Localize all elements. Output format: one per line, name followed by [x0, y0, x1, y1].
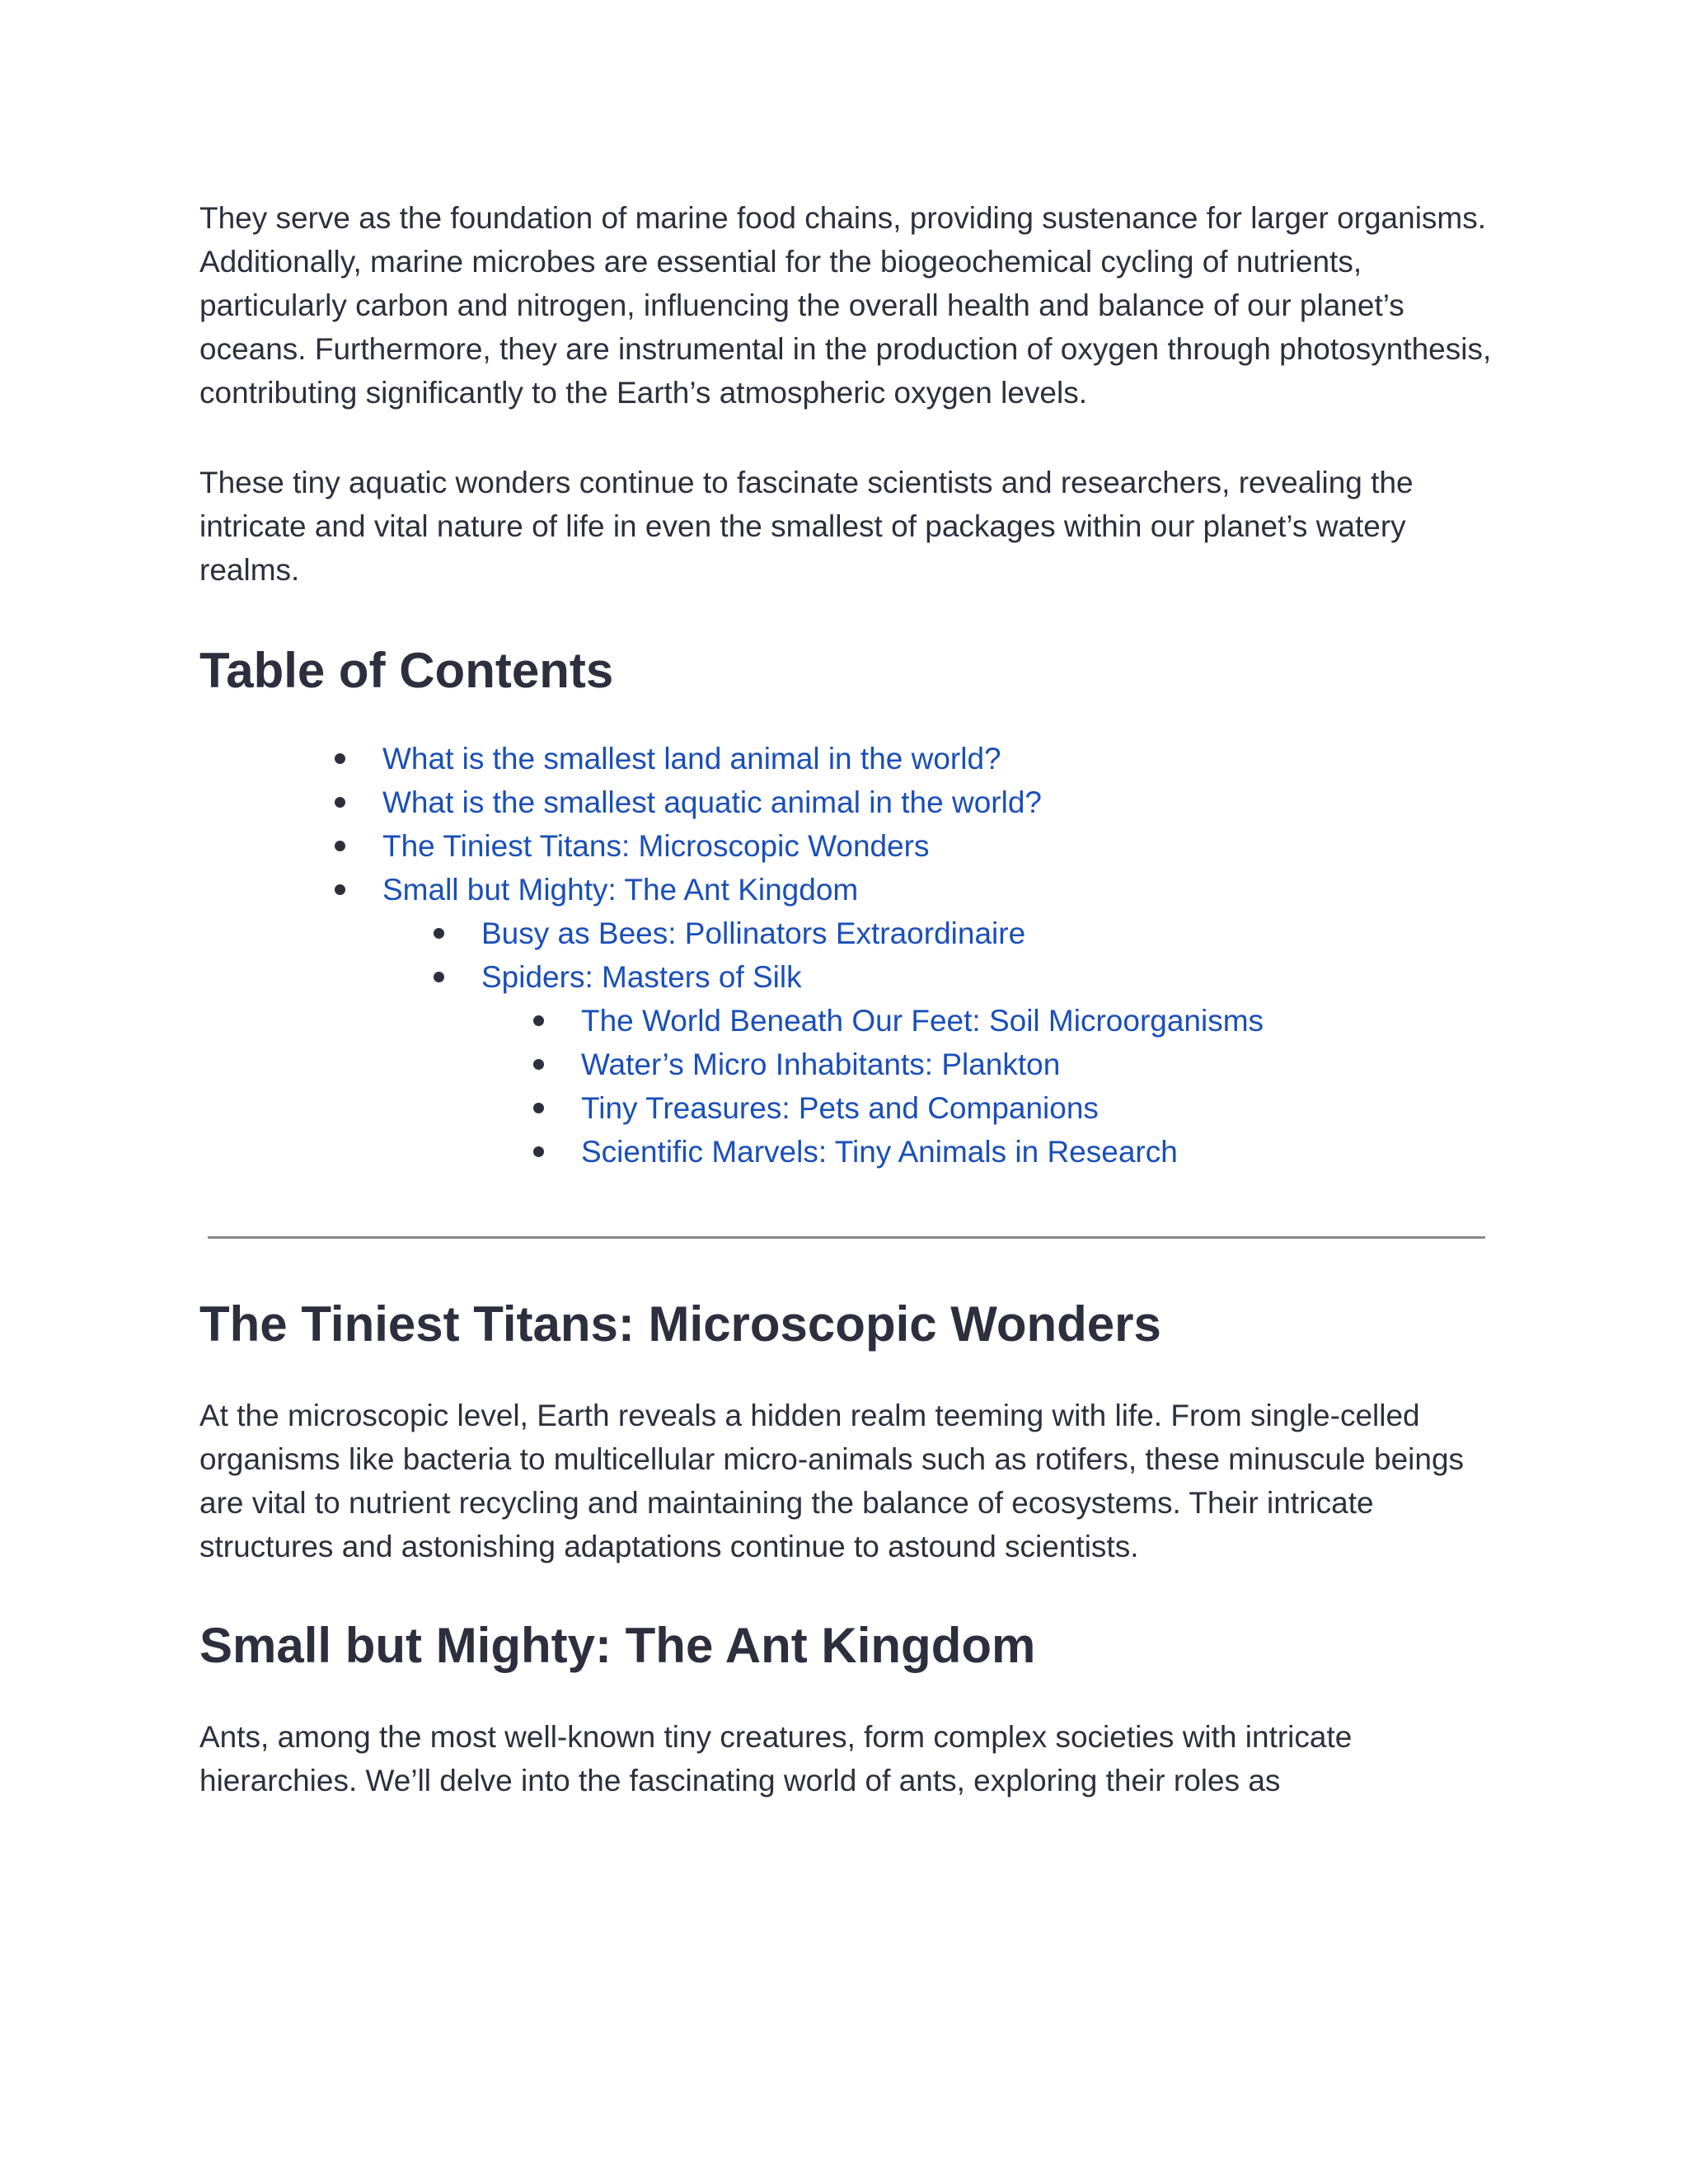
bullet-icon — [335, 884, 345, 895]
toc-link[interactable]: Busy as Bees: Pollinators Extraordinaire — [481, 916, 1026, 950]
toc-link[interactable]: What is the smallest aquatic animal in the world? — [382, 785, 1042, 819]
bullet-icon — [533, 1059, 544, 1070]
intro-paragraph-1: They serve as the foundation of marine food chains, providing sustenance for larger organisms. Additionally, marine microbes are essential for the biogeochemical cycling of nutrients, particularly carbon and nitrogen, influencing the overall health and balance of our planet’s oceans. Furthermore, they are instrumental in the production of oxygen through photosynthesis, contributing significantly to the Earth’s atmospheric oxygen levels. — [199, 201, 1492, 410]
section-paragraph-ant-kingdom: Ants, among the most well-known tiny creatures, form complex societies with intricate hierarchies. We’ll delve into the fascinating world of ants, exploring their roles as — [199, 1720, 1353, 1797]
toc-heading: Table of Contents — [199, 643, 614, 698]
toc-link[interactable]: Small but Mighty: The Ant Kingdom — [382, 873, 859, 907]
bullet-icon — [335, 797, 345, 808]
toc-link[interactable]: What is the smallest land animal in the world? — [382, 742, 1001, 776]
horizontal-divider — [208, 1236, 1485, 1239]
table-of-contents — [199, 737, 1502, 1174]
toc-item — [199, 868, 1502, 912]
toc-item — [199, 1043, 1502, 1086]
toc-link[interactable]: Spiders: Masters of Silk — [481, 960, 802, 994]
bullet-icon — [434, 972, 444, 982]
bullet-icon — [434, 928, 444, 939]
section-heading-tiniest-titans: The Tiniest Titans: Microscopic Wonders — [199, 1296, 1161, 1352]
intro-paragraph-2: These tiny aquatic wonders continue to fascinate scientists and researchers, revealing the intricate and vital nature of life in even the smallest of packages within our planet’s watery realms. — [199, 466, 1414, 587]
bullet-icon — [335, 753, 345, 764]
toc-item — [199, 824, 1502, 868]
bullet-icon — [533, 1015, 544, 1026]
toc-item — [199, 1130, 1502, 1174]
bullet-icon — [533, 1146, 544, 1157]
toc-link[interactable]: Water’s Micro Inhabitants: Plankton — [581, 1047, 1061, 1081]
document-content — [199, 196, 1502, 1802]
toc-link[interactable]: The Tiniest Titans: Microscopic Wonders — [382, 829, 930, 863]
toc-item — [199, 737, 1502, 780]
toc-item — [199, 999, 1502, 1043]
toc-item — [199, 1086, 1502, 1130]
bullet-icon — [335, 841, 345, 851]
toc-link[interactable]: The World Beneath Our Feet: Soil Microorganisms — [581, 1004, 1264, 1038]
toc-link[interactable]: Scientific Marvels: Tiny Animals in Research — [581, 1135, 1178, 1169]
toc-item — [199, 780, 1502, 824]
toc-item — [199, 912, 1502, 955]
bullet-icon — [533, 1103, 544, 1113]
section-paragraph-tiniest-titans: At the microscopic level, Earth reveals a hidden realm teeming with life. From single-celled organisms like bacteria to multicellular micro-animals such as rotifers, these minuscule beings are vital to nutrient recycling and maintaining the balance of ecosystems. Their intricate structures and astonishing adaptations continue to astound scientists. — [199, 1399, 1465, 1563]
toc-item — [199, 955, 1502, 999]
toc-link[interactable]: Tiny Treasures: Pets and Companions — [581, 1091, 1099, 1125]
section-heading-ant-kingdom: Small but Mighty: The Ant Kingdom — [199, 1618, 1036, 1673]
